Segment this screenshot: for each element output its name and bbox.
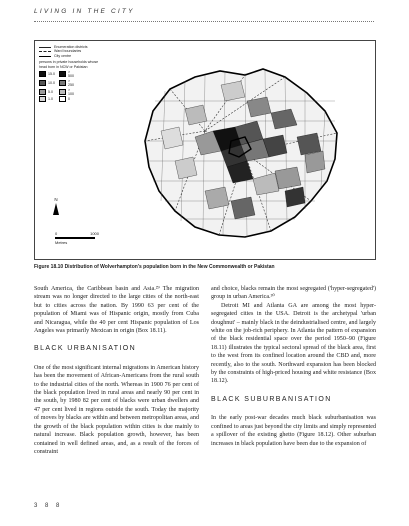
paragraph: and choice, blacks remain the most segregated ('hyper-segregated') group in urban America.³⁰ <box>211 286 376 301</box>
map-legend <box>39 45 101 102</box>
legend-class: 15.0 <box>39 70 57 79</box>
paragraph: South America, the Caribbean basin and Asia.²⁹ The migration stream was no longer directed to the large cities of the north-east but to cities across the nation. By 1990 63 per cent of the population of Miami was of Hispanic origin, mostly from Cuba and Nicaragua, while the 40 per cent Hispanic population of Los Angeles was primarily Mexican in origin (Box 18.11). <box>34 286 199 335</box>
paragraph: Detroit MI and Atlanta GA are among the most hyper-segregated cities in the USA. Detroit is the archetypal 'urban doughnut' – mainly black in the deindustrialised centre, and largely white on the job-rich periphery. In Atlanta the pattern of expansion of the black residential space over the period 1950–90 (Figure 18.11) illustrates the typical sectoral spread of the black area, first to the west from its confined location around the CBD and, more recently, also to the south. Northward expansion has been blocked by the constraints of high-priced housing and white resistance (Box 18.12). <box>211 302 376 385</box>
legend-class: > 250 <box>59 79 77 88</box>
scale-unit: Metres <box>55 240 68 245</box>
legend-city-centre: City centre <box>39 54 101 58</box>
paragraph: In the early post-war decades much black suburbanisation was confined to areas just beyond the city limits and simply represented a spillover of the existing ghetto (Figure 18.12). Other suburban increases in black population have been due to the expansion of <box>211 415 376 447</box>
header-rule <box>34 21 374 22</box>
section-heading: BLACK URBANISATION <box>34 345 137 353</box>
legend-class: > 500 <box>59 70 77 79</box>
figure-18-10 <box>34 40 376 260</box>
legend-class: 5.0 <box>39 88 57 97</box>
scale-bar <box>55 231 99 245</box>
paragraph: One of the most significant internal migrations in American history has been the movement of African-Americans from the rural south to the industrial cities of the north. Whereas in 1900 76 per cent of the black population lived in rural areas and nearly 90 per cent in the south, by 1980 82 per cent of blacks were urban dwellers and 47 per cent lived in regions outside the south. Today the majority of moves by blacks are within and between metropolitan areas, and the growth of the black population within cities is due mainly to natural increase. Black population growth, however, has been contained in well defined areas, and, as a result of the forces of constraint <box>34 364 199 455</box>
north-label: N <box>54 197 58 202</box>
legend-class: 0 <box>59 96 77 102</box>
scale-start: 0 <box>55 231 58 236</box>
legend-class: 1.0 <box>39 96 57 102</box>
page-number: 3 8 8 <box>34 503 63 509</box>
scale-end: 1000 <box>90 231 99 236</box>
legend-class: > 100 <box>59 88 77 97</box>
legend-enumeration: Enumeration districts <box>39 45 101 49</box>
left-column <box>34 285 199 456</box>
legend-wards: Ward boundaries <box>39 49 101 53</box>
legend-caption: persons in private households whose head born in NCW or Pakistan <box>39 60 99 69</box>
right-column <box>211 285 376 448</box>
running-header: LIVING IN THE CITY <box>34 8 135 15</box>
legend-class: 10.0 <box>39 79 57 88</box>
legend-classes <box>39 70 101 102</box>
section-heading: BLACK SUBURBANISATION <box>211 395 332 403</box>
north-arrow <box>53 197 59 215</box>
scale-bar-line <box>55 237 95 239</box>
north-arrow-icon <box>53 203 59 215</box>
figure-caption: Figure 18.10 Distribution of Wolverhampton's population born in the New Commonwealth or Pakistan <box>34 264 275 270</box>
